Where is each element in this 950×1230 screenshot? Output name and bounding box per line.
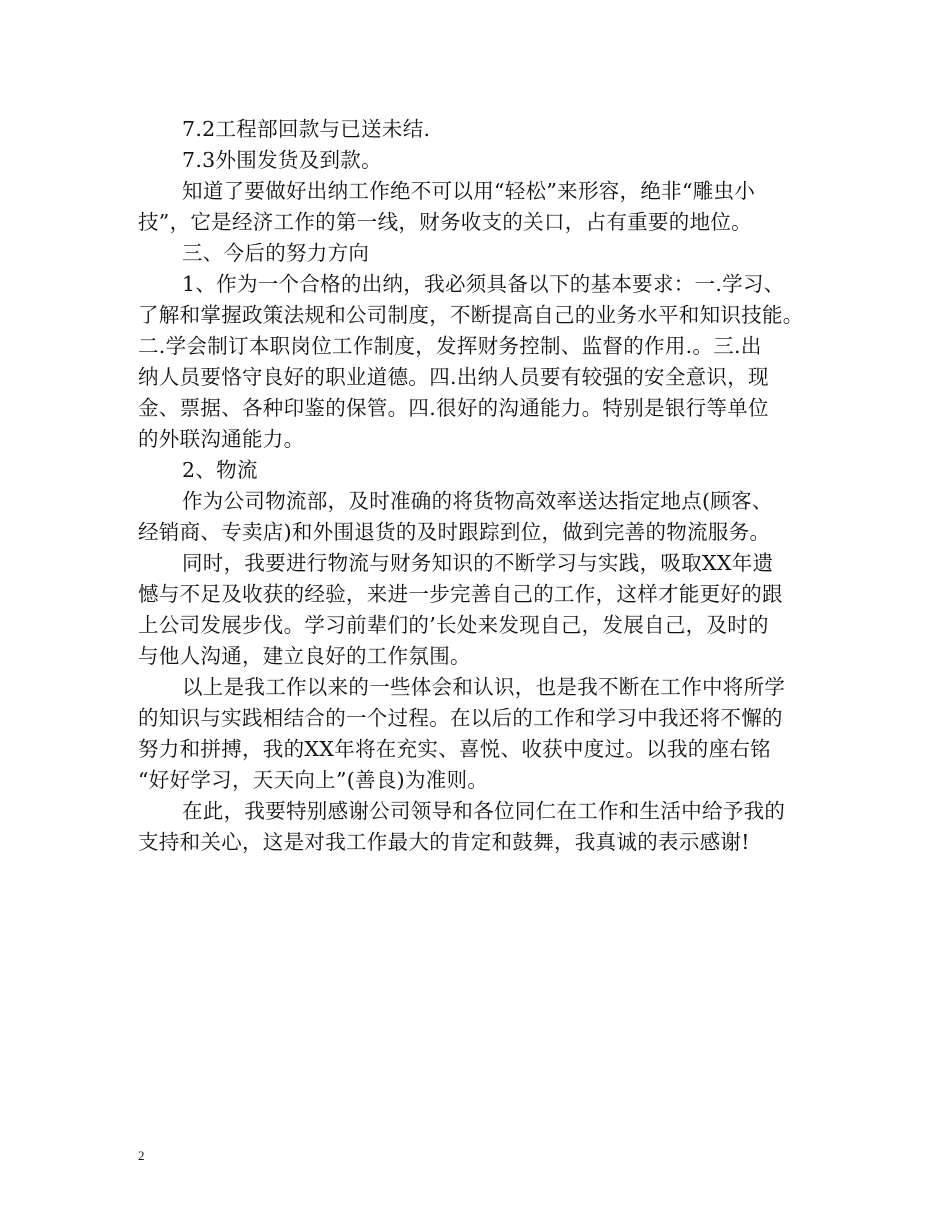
text-line: 支持和关心，这是对我工作最大的肯定和鼓舞，我真诚的表示感谢! [138,830,750,854]
text-line: 技”，它是经济工作的第一线，财务收支的关口，占有重要的地位。 [138,210,752,234]
text-line: 上公司发展步伐。学习前辈们的’长处来发现自己，发展自己，及时的 [138,613,769,637]
text-line: 作为公司物流部，及时准确的将货物高效率送达指定地点(顾客、 [182,489,773,513]
page-number: 2 [138,1148,145,1163]
text-line: 以上是我工作以来的一些体会和认识，也是我不断在工作中将所学 [182,675,786,699]
text-line: 努力和拼搏，我的XX年将在充实、喜悦、收获中度过。以我的座右铭 [138,737,771,761]
document-body [138,114,828,858]
text-line: 7.2工程部回款与已送未结. [182,117,431,141]
text-line: 的知识与实践相结合的一个过程。在以后的工作和学习中我还将不懈的 [138,706,783,730]
text-line: 纳人员要恪守良好的职业道德。四.出纳人员要有较强的安全意识，现 [138,365,769,389]
text-line: 二.学会制订本职岗位工作制度，发挥财务控制、监督的作用.。三.出 [138,334,762,358]
text-line: 了解和掌握政策法规和公司制度，不断提高自己的业务水平和知识技能。 [138,303,804,327]
text-line: 憾与不足及收获的经验，来进一步完善自己的工作，这样才能更好的跟 [138,582,783,606]
text-line: 1、作为一个合格的出纳，我必须具备以下的基本要求：一.学习、 [182,272,785,296]
text-line: 与他人沟通，建立良好的工作氛围。 [138,644,471,668]
text-line: 同时，我要进行物流与财务知识的不断学习与实践，吸取XX年遗 [182,551,774,575]
text-line: 在此，我要特别感谢公司领导和各位同仁在工作和生活中给予我的 [182,799,786,823]
section-heading: 三、今后的努力方向 [182,241,370,265]
text-line: 知道了要做好出纳工作绝不可以用“轻松”来形容，绝非“雕虫小 [182,179,756,203]
text-line: “好好学习，天天向上”(善良)为准则。 [138,768,489,792]
text-line: 的外联沟通能力。 [138,427,305,451]
subsection-heading: 2、物流 [182,458,258,482]
text-line: 经销商、专卖店)和外围退货的及时跟踪到位，做到完善的物流服务。 [138,520,771,544]
text-line: 7.3外围发货及到款。 [182,148,382,172]
text-line: 金、票据、各种印鉴的保管。四.很好的沟通能力。特别是银行等单位 [138,396,769,420]
